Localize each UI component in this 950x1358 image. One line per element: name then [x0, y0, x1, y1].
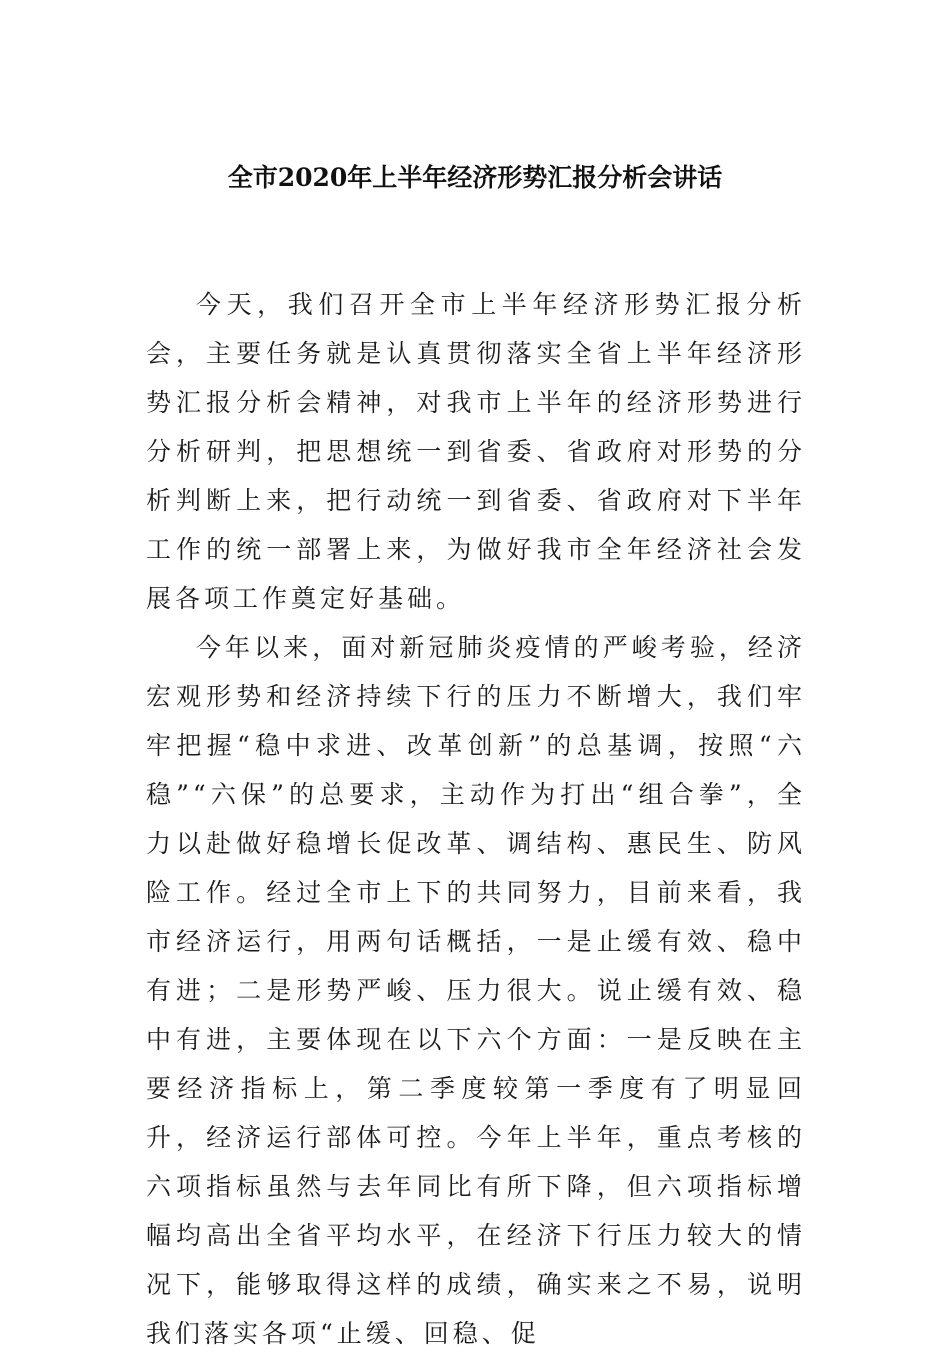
paragraph-2: 今年以来，面对新冠肺炎疫情的严峻考验，经济宏观形势和经济持续下行的压力不断增大，我们牢牢把握“稳中求进、改革创新”的总基调，按照“六稳”“六保”的总要求，主动作为打出“组合拳”，全力以赴做好稳增长促改革、调结构、惠民生、防风险工作。经过全市上下的共同努力，目前来看，我市经济运行，用两句话概括，一是止缓有效、稳中有进；二是形势严峻、压力很大。说止缓有效、稳中有进，主要体现在以下六个方面：一是反映在主要经济指标上，第二季度较第一季度有了明显回升，经济运行部体可控。今年上半年，重点考核的六项指标虽然与去年同比有所下降，但六项指标增幅均高出全省平均水平，在经济下行压力较大的情况下，能够取得这样的成绩，确实来之不易，说明我们落实各项“止缓、回稳、促: [146, 633, 806, 1348]
document-title: 全市2020年上半年经济形势汇报分析会讲话: [227, 163, 723, 192]
paragraph-1: 今天，我们召开全市上半年经济形势汇报分析会，主要任务就是认真贯彻落实全省上半年经济形势汇报分析会精神，对我市上半年的经济形势进行分析研判，把思想统一到省委、省政府对形势的分析判断上来，把行动统一到省委、省政府对下半年工作的统一部署上来，为做好我市全年经济社会发展各项工作奠定好基础。: [146, 290, 806, 613]
document-body: [146, 280, 806, 1358]
